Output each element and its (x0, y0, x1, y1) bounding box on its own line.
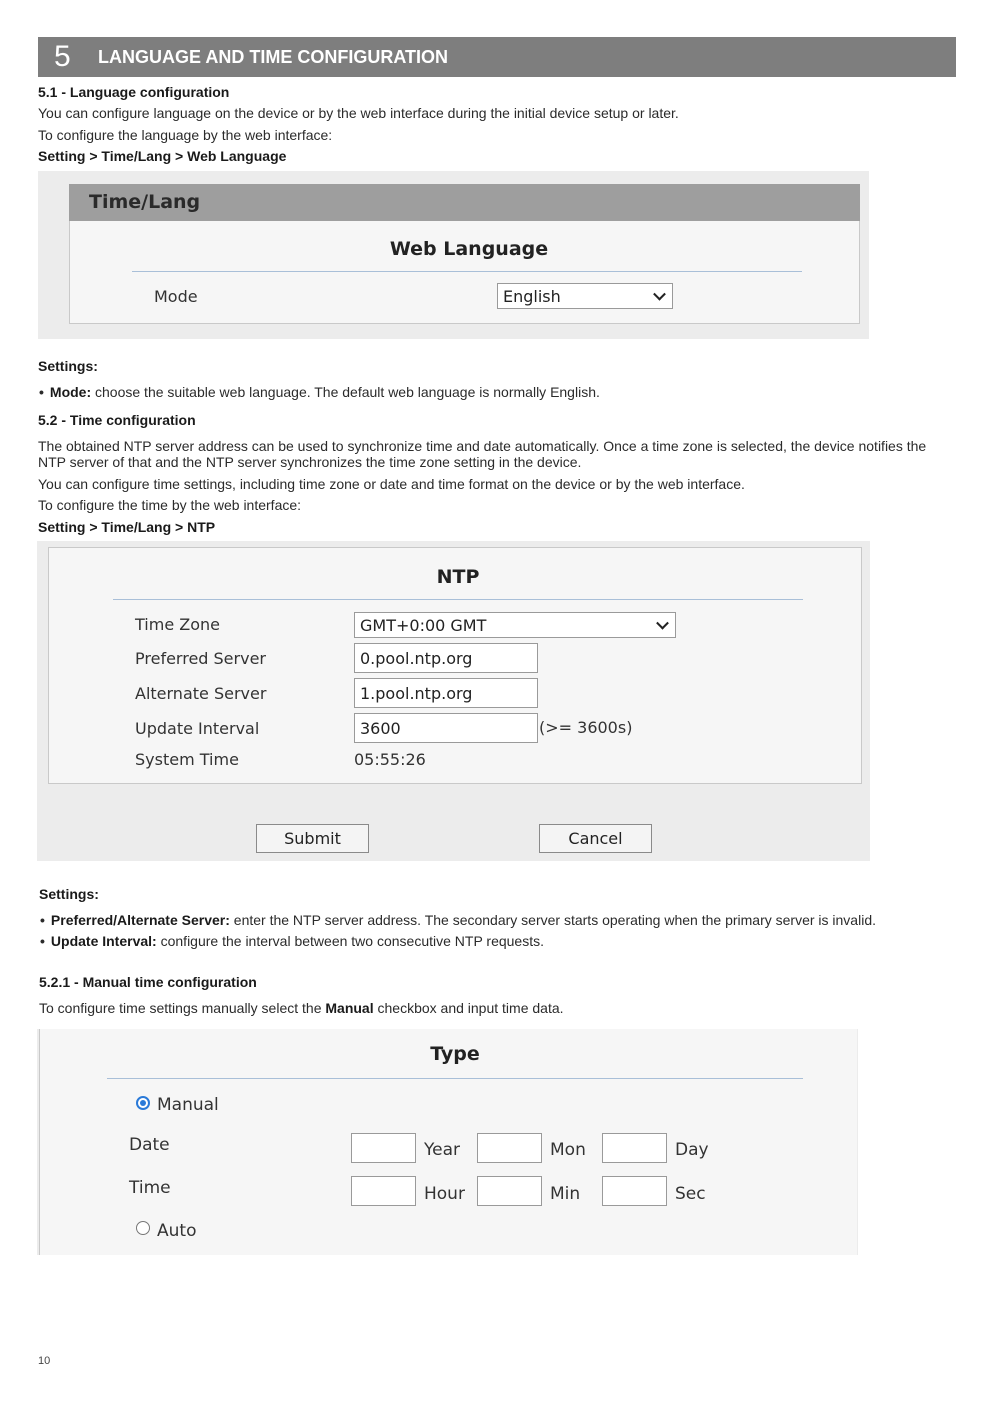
time-zone-value: GMT+0:00 GMT (360, 615, 487, 635)
chapter-title: LANGUAGE AND TIME CONFIGURATION (98, 46, 448, 67)
system-time-label: System Time (135, 750, 239, 769)
bullet-term: Preferred/Alternate Server: (50, 912, 230, 928)
update-interval-value: 3600 (360, 718, 401, 738)
submit-button[interactable]: Submit (256, 824, 369, 853)
update-interval-input[interactable] (354, 713, 538, 743)
paragraph: You can configure language on the device or by the web interface during the initial device setup or later. (38, 105, 679, 121)
month-input[interactable] (477, 1133, 542, 1163)
auto-label: Auto (157, 1221, 197, 1241)
paragraph: The obtained NTP server address can be used to synchronize time and date automatically. Once a time zone is selected, the device notifies the NTP server of that and the NTP server synchronizes the time zone setting in the device. (38, 438, 927, 470)
page-number: 10 (38, 1355, 51, 1367)
cancel-button[interactable]: Cancel (539, 824, 652, 853)
bullet-term: Mode: (49, 384, 92, 400)
chevron-down-icon (653, 288, 666, 301)
paragraph: To configure the time by the web interface: (38, 497, 302, 513)
divider (107, 1078, 803, 1079)
day-input[interactable] (602, 1133, 667, 1163)
bullet-icon: • (40, 933, 45, 949)
manual-time-screenshot (37, 1029, 858, 1255)
bullet-term: Update Interval: (50, 933, 157, 949)
preferred-server-label: Preferred Server (135, 649, 266, 668)
bullet-text: choose the suitable web language. The default web language is normally English. (91, 384, 600, 400)
time-zone-label: Time Zone (135, 615, 220, 634)
section-heading-5-2-1: 5.2.1 - Manual time configuration (39, 974, 257, 990)
time-lang-title: Time/Lang (89, 191, 201, 213)
paragraph (39, 1000, 564, 1016)
bullet-text: configure the interval between two consecutive NTP requests. (156, 933, 545, 949)
preferred-server-value: 0.pool.ntp.org (360, 648, 473, 668)
bullet-item (39, 384, 600, 400)
menu-path: Setting > Time/Lang > NTP (38, 519, 216, 535)
bullet-icon: • (39, 384, 44, 400)
paragraph-bold: Manual (325, 1000, 374, 1016)
chapter-header (38, 37, 956, 77)
paragraph-text: To configure time settings manually select the (39, 1000, 326, 1016)
bullet-text: enter the NTP server address. The secondary server starts operating when the primary server is invalid. (229, 912, 876, 928)
bullet-item (40, 912, 876, 928)
ntp-heading: NTP (436, 566, 480, 588)
year-input[interactable] (351, 1133, 416, 1163)
paragraph-text: checkbox and input time data. (373, 1000, 564, 1016)
section-heading-5-2: 5.2 - Time configuration (38, 412, 196, 428)
update-interval-hint: (>= 3600s) (539, 718, 633, 737)
paragraph: To configure the language by the web interface: (38, 127, 333, 143)
hour-label: Hour (424, 1184, 465, 1204)
time-zone-select[interactable] (354, 612, 676, 638)
time-label: Time (129, 1178, 171, 1198)
alternate-server-value: 1.pool.ntp.org (360, 683, 473, 703)
manual-radio[interactable] (136, 1096, 150, 1110)
type-heading: Type (430, 1043, 480, 1065)
auto-radio[interactable] (136, 1221, 150, 1235)
divider (132, 271, 802, 272)
menu-path: Setting > Time/Lang > Web Language (38, 148, 287, 164)
alternate-server-label: Alternate Server (135, 684, 267, 703)
hour-input[interactable] (351, 1176, 416, 1206)
update-interval-label: Update Interval (135, 719, 260, 738)
alternate-server-input[interactable] (354, 678, 538, 708)
chevron-down-icon (656, 617, 669, 630)
manual-label: Manual (157, 1095, 219, 1115)
settings-label: Settings: (39, 886, 99, 902)
mode-select[interactable] (497, 283, 673, 309)
web-language-heading: Web Language (389, 238, 549, 260)
system-time-value: 05:55:26 (354, 750, 426, 769)
preferred-server-input[interactable] (354, 643, 538, 673)
chapter-number: 5 (54, 40, 71, 73)
minute-label: Min (550, 1184, 581, 1204)
month-label: Mon (550, 1140, 586, 1160)
divider (113, 599, 803, 600)
section-heading-5-1: 5.1 - Language configuration (38, 84, 230, 100)
settings-label: Settings: (38, 358, 98, 374)
year-label: Year (424, 1140, 460, 1160)
bullet-item (40, 933, 544, 949)
web-language-screenshot (38, 171, 869, 339)
minute-input[interactable] (477, 1176, 542, 1206)
paragraph: You can configure time settings, including time zone or date and time format on the device or by the web interface. (38, 476, 745, 492)
ntp-screenshot (37, 541, 870, 861)
second-label: Sec (675, 1184, 706, 1204)
mode-select-value: English (503, 286, 561, 306)
second-input[interactable] (602, 1176, 667, 1206)
day-label: Day (675, 1140, 709, 1160)
bullet-icon: • (40, 912, 45, 928)
time-lang-title-bar (69, 184, 860, 221)
date-label: Date (129, 1135, 170, 1155)
mode-label: Mode (154, 287, 198, 306)
